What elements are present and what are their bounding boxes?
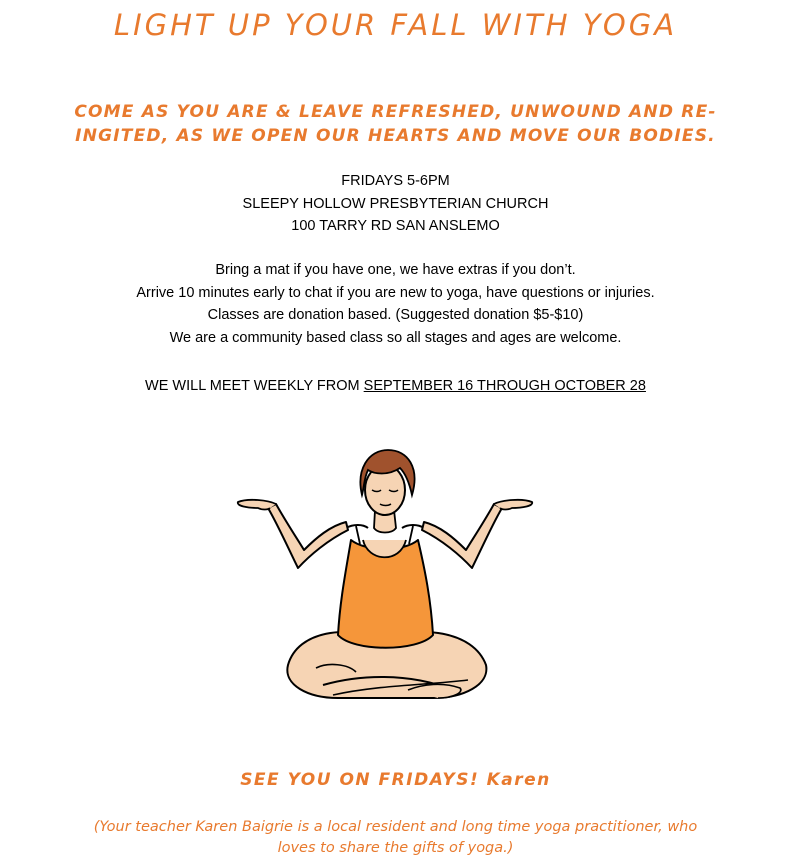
- meeting-dates: [0, 375, 791, 397]
- details-block: [0, 259, 791, 349]
- detail-line-community: We are a community based class so all stages and ages are welcome.: [169, 329, 622, 346]
- sign-off: SEE YOU ON FRIDAYS! Karen: [240, 770, 551, 790]
- schedule-day-time: FRIDAYS 5-6PM: [341, 173, 450, 189]
- schedule-block: [0, 170, 791, 238]
- detail-line-donation: Classes are donation based. (Suggested donation $5-$10): [207, 307, 584, 323]
- teacher-note: (Your teacher Karen Baigrie is a local resident and long time yoga practitioner, who loves to share the gifts of yoga.): [93, 819, 698, 856]
- dates-range: SEPTEMBER 16 THROUGH OCTOBER 28: [363, 378, 646, 394]
- detail-line-mat: Bring a mat if you have one, we have extras if you don’t.: [215, 262, 576, 278]
- meditating-woman-icon: [228, 440, 538, 720]
- schedule-venue: SLEEPY HOLLOW PRESBYTERIAN CHURCH: [242, 195, 549, 212]
- detail-line-arrive: Arrive 10 minutes early to chat if you are new to yoga, have questions or injuries.: [136, 284, 655, 301]
- dates-prefix: WE WILL MEET WEEKLY FROM: [145, 378, 364, 394]
- flyer-title: LIGHT UP YOUR FALL WITH YOGA: [113, 8, 678, 42]
- schedule-address: 100 TARRY RD SAN ANSLEMO: [291, 218, 500, 234]
- flyer-subtitle: COME AS YOU ARE & LEAVE REFRESHED, UNWOUND AND RE-INGITED, AS WE OPEN OUR HEARTS AND MOVE OUR BODIES.: [74, 102, 717, 146]
